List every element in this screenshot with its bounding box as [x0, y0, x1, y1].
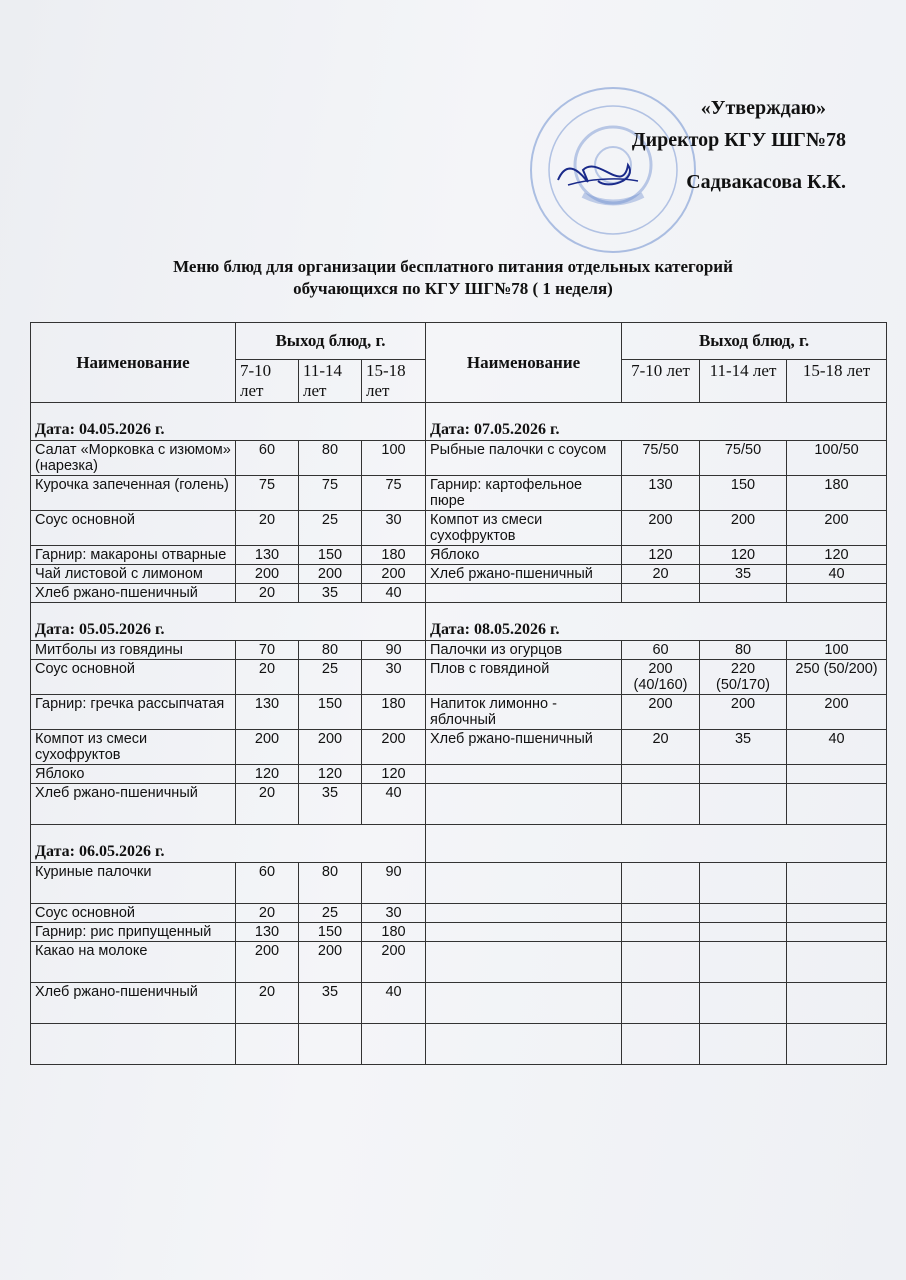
- table-row: [31, 784, 887, 825]
- portion-15-18: 40: [362, 784, 426, 825]
- portion-7-10: 130: [236, 923, 299, 942]
- empty-cell: [700, 784, 787, 825]
- empty-cell: [787, 923, 887, 942]
- age-15-18: 15-18 лет: [787, 360, 887, 403]
- portion-7-10: 200: [236, 565, 299, 584]
- date-row: [31, 825, 887, 863]
- portion-11-14: 120: [700, 546, 787, 565]
- empty-cell: [426, 983, 622, 1024]
- portion-11-14: 200: [700, 511, 787, 546]
- table-row: [31, 730, 887, 765]
- empty-cell: [700, 1024, 787, 1065]
- portion-11-14: 120: [299, 765, 362, 784]
- dish-name: Курочка запеченная (голень): [31, 476, 236, 511]
- empty-cell: [622, 923, 700, 942]
- portion-15-18: 200: [787, 511, 887, 546]
- portion-15-18: 180: [787, 476, 887, 511]
- portion-15-18: 30: [362, 660, 426, 695]
- empty-cell: [299, 1024, 362, 1065]
- empty-cell: [362, 1024, 426, 1065]
- portion-7-10: 60: [236, 863, 299, 904]
- date-label: Дата: 05.05.2026 г.: [31, 603, 426, 641]
- table-row: [31, 565, 887, 584]
- dish-name: Чай листовой с лимоном: [31, 565, 236, 584]
- portion-11-14: 80: [299, 641, 362, 660]
- portion-7-10: 20: [236, 983, 299, 1024]
- dish-name: Хлеб ржано-пшеничный: [31, 784, 236, 825]
- empty-cell: [426, 765, 622, 784]
- dish-name: Компот из смеси сухофруктов: [31, 730, 236, 765]
- dish-name: Гарнир: гречка рассыпчатая: [31, 695, 236, 730]
- header-output-left: Выход блюд, г.: [236, 323, 426, 360]
- dish-name: Яблоко: [31, 765, 236, 784]
- empty-cell: [31, 1024, 236, 1065]
- dish-name: Куриные палочки: [31, 863, 236, 904]
- portion-15-18: 100: [787, 641, 887, 660]
- table-row: [31, 904, 887, 923]
- portion-15-18: 30: [362, 904, 426, 923]
- portion-15-18: 180: [362, 923, 426, 942]
- empty-cell: [622, 863, 700, 904]
- table-row: [31, 1024, 887, 1065]
- date-label: Дата: 06.05.2026 г.: [31, 825, 426, 863]
- table-row: [31, 983, 887, 1024]
- empty-cell: [700, 983, 787, 1024]
- table-row: [31, 765, 887, 784]
- dish-name: Соус основной: [31, 904, 236, 923]
- date-label: Дата: 08.05.2026 г.: [426, 603, 887, 641]
- empty-cell: [787, 904, 887, 923]
- portion-7-10: 200: [622, 695, 700, 730]
- dish-name: Хлеб ржано-пшеничный: [31, 584, 236, 603]
- empty-cell: [700, 584, 787, 603]
- portion-15-18: 100: [362, 441, 426, 476]
- table-row: [31, 942, 887, 983]
- portion-15-18: 75: [362, 476, 426, 511]
- date-label: Дата: 07.05.2026 г.: [426, 403, 887, 441]
- header-name-left: Наименование: [31, 323, 236, 403]
- dish-name: Соус основной: [31, 660, 236, 695]
- portion-7-10: 20: [236, 660, 299, 695]
- empty-cell: [426, 784, 622, 825]
- portion-7-10: 200 (40/160): [622, 660, 700, 695]
- dish-name: Плов с говядиной: [426, 660, 622, 695]
- portion-7-10: 120: [622, 546, 700, 565]
- empty-cell: [622, 784, 700, 825]
- empty-cell: [700, 765, 787, 784]
- portion-11-14: 220 (50/170): [700, 660, 787, 695]
- empty-cell: [700, 904, 787, 923]
- portion-7-10: 130: [622, 476, 700, 511]
- title-line-1: Меню блюд для организации бесплатного питания отдельных категорий: [173, 257, 733, 276]
- table-row: [31, 476, 887, 511]
- date-row: [31, 603, 887, 641]
- header-name-right: Наименование: [426, 323, 622, 403]
- portion-15-18: 30: [362, 511, 426, 546]
- portion-11-14: 200: [299, 565, 362, 584]
- portion-7-10: 20: [236, 511, 299, 546]
- empty-cell: [787, 584, 887, 603]
- empty-cell: [236, 1024, 299, 1065]
- portion-11-14: 25: [299, 660, 362, 695]
- dish-name: Палочки из огурцов: [426, 641, 622, 660]
- portion-7-10: 75: [236, 476, 299, 511]
- portion-7-10: 20: [236, 784, 299, 825]
- portion-11-14: 25: [299, 511, 362, 546]
- portion-11-14: 75: [299, 476, 362, 511]
- date-label: Дата: 04.05.2026 г.: [31, 403, 426, 441]
- dish-name: Хлеб ржано-пшеничный: [426, 565, 622, 584]
- table-row: [31, 923, 887, 942]
- dish-name: Яблоко: [426, 546, 622, 565]
- menu-table: [30, 322, 887, 1065]
- portion-11-14: 150: [299, 923, 362, 942]
- dish-name: Какао на молоке: [31, 942, 236, 983]
- portion-15-18: 40: [787, 730, 887, 765]
- table-row: [31, 641, 887, 660]
- dish-name: Рыбные палочки с соусом: [426, 441, 622, 476]
- dish-name: Напиток лимонно - яблочный: [426, 695, 622, 730]
- portion-11-14: 150: [299, 695, 362, 730]
- portion-7-10: 20: [236, 904, 299, 923]
- dish-name: Компот из смеси сухофруктов: [426, 511, 622, 546]
- portion-15-18: 40: [362, 983, 426, 1024]
- empty-cell: [622, 1024, 700, 1065]
- dish-name: Соус основной: [31, 511, 236, 546]
- portion-15-18: 90: [362, 641, 426, 660]
- empty-cell: [787, 765, 887, 784]
- empty-cell: [426, 1024, 622, 1065]
- header-output-right: Выход блюд, г.: [622, 323, 887, 360]
- empty-cell: [700, 942, 787, 983]
- portion-15-18: 200: [787, 695, 887, 730]
- empty-cell: [787, 1024, 887, 1065]
- empty-cell: [426, 904, 622, 923]
- portion-11-14: 35: [700, 565, 787, 584]
- dish-name: Гарнир: макароны отварные: [31, 546, 236, 565]
- portion-11-14: 75/50: [700, 441, 787, 476]
- portion-11-14: 80: [700, 641, 787, 660]
- document-title: [0, 256, 906, 300]
- empty-cell: [700, 923, 787, 942]
- table-row: [31, 863, 887, 904]
- portion-15-18: 180: [362, 546, 426, 565]
- portion-7-10: 20: [236, 584, 299, 603]
- portion-15-18: 250 (50/200): [787, 660, 887, 695]
- portion-7-10: 200: [236, 942, 299, 983]
- empty-cell: [787, 784, 887, 825]
- portion-11-14: 25: [299, 904, 362, 923]
- empty-cell: [426, 584, 622, 603]
- portion-11-14: 35: [299, 584, 362, 603]
- dish-name: Хлеб ржано-пшеничный: [426, 730, 622, 765]
- portion-15-18: 40: [787, 565, 887, 584]
- portion-11-14: 150: [299, 546, 362, 565]
- portion-11-14: 35: [299, 784, 362, 825]
- portion-11-14: 35: [299, 983, 362, 1024]
- age-15-18: 15-18 лет: [362, 360, 426, 403]
- empty-cell: [426, 863, 622, 904]
- table-row: [31, 546, 887, 565]
- dish-name: Митболы из говядины: [31, 641, 236, 660]
- empty-cell: [426, 923, 622, 942]
- approval-director: Директор КГУ ШГ№78: [631, 129, 846, 151]
- portion-15-18: 90: [362, 863, 426, 904]
- portion-7-10: 20: [622, 565, 700, 584]
- age-11-14: 11-14 лет: [700, 360, 787, 403]
- empty-cell: [426, 942, 622, 983]
- portion-15-18: 120: [787, 546, 887, 565]
- portion-7-10: 60: [236, 441, 299, 476]
- portion-7-10: 60: [622, 641, 700, 660]
- empty-cell: [622, 983, 700, 1024]
- empty-cell: [622, 942, 700, 983]
- portion-15-18: 200: [362, 942, 426, 983]
- table-row: [31, 660, 887, 695]
- portion-7-10: 130: [236, 546, 299, 565]
- table-row: [31, 441, 887, 476]
- table-row: [31, 511, 887, 546]
- portion-11-14: 200: [700, 695, 787, 730]
- header-row-1: [31, 323, 887, 360]
- portion-15-18: 200: [362, 730, 426, 765]
- title-line-2: обучающихся по КГУ ШГ№78 ( 1 неделя): [293, 279, 613, 298]
- table-row: [31, 695, 887, 730]
- portion-15-18: 180: [362, 695, 426, 730]
- dish-name: Гарнир: рис припущенный: [31, 923, 236, 942]
- portion-7-10: 130: [236, 695, 299, 730]
- approval-heading: «Утверждаю»: [700, 97, 826, 119]
- portion-7-10: 20: [622, 730, 700, 765]
- empty-cell: [787, 983, 887, 1024]
- portion-11-14: 80: [299, 441, 362, 476]
- portion-7-10: 75/50: [622, 441, 700, 476]
- empty-cell: [426, 825, 887, 863]
- portion-11-14: 150: [700, 476, 787, 511]
- dish-name: Салат «Морковка с изюмом» (нарезка): [31, 441, 236, 476]
- portion-11-14: 200: [299, 730, 362, 765]
- empty-cell: [622, 904, 700, 923]
- dish-name: Гарнир: картофельное пюре: [426, 476, 622, 511]
- age-7-10: 7-10 лет: [236, 360, 299, 403]
- portion-7-10: 70: [236, 641, 299, 660]
- portion-11-14: 200: [299, 942, 362, 983]
- portion-7-10: 200: [236, 730, 299, 765]
- portion-7-10: 200: [622, 511, 700, 546]
- empty-cell: [787, 863, 887, 904]
- portion-15-18: 200: [362, 565, 426, 584]
- table-row: [31, 584, 887, 603]
- empty-cell: [700, 863, 787, 904]
- empty-cell: [622, 584, 700, 603]
- portion-11-14: 35: [700, 730, 787, 765]
- portion-15-18: 100/50: [787, 441, 887, 476]
- portion-15-18: 40: [362, 584, 426, 603]
- dish-name: Хлеб ржано-пшеничный: [31, 983, 236, 1024]
- empty-cell: [787, 942, 887, 983]
- portion-11-14: 80: [299, 863, 362, 904]
- portion-15-18: 120: [362, 765, 426, 784]
- approval-signatory: Садвакасова К.К.: [686, 171, 846, 193]
- date-row: [31, 403, 887, 441]
- age-7-10: 7-10 лет: [622, 360, 700, 403]
- approval-block: [632, 92, 846, 198]
- portion-7-10: 120: [236, 765, 299, 784]
- age-11-14: 11-14 лет: [299, 360, 362, 403]
- empty-cell: [622, 765, 700, 784]
